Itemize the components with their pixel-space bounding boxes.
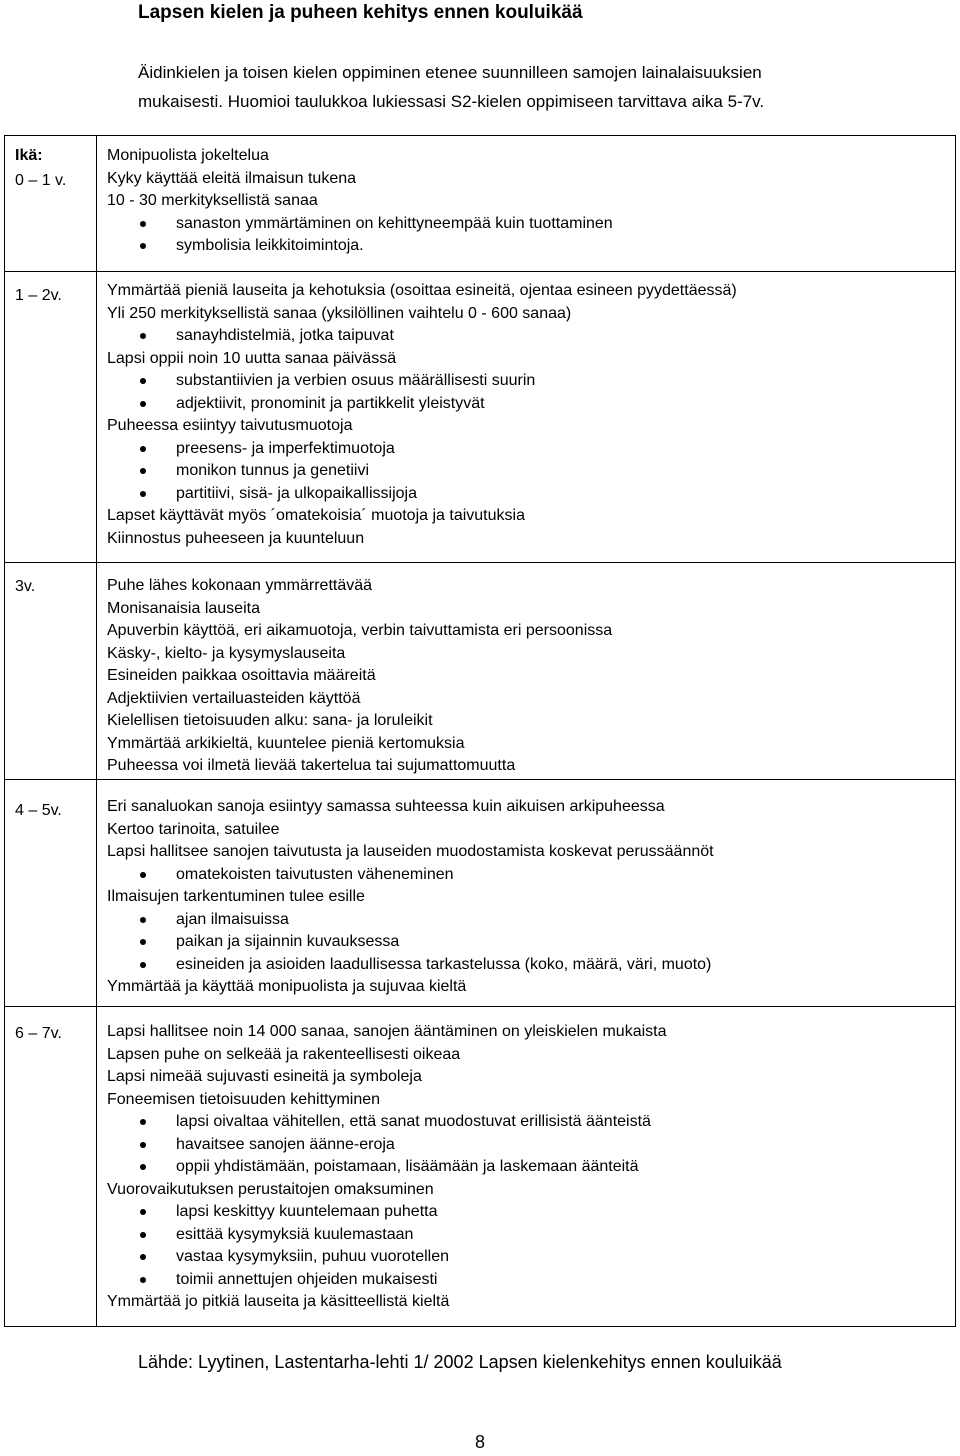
- milestone-line: Puheessa esiintyy taivutusmuotoja: [107, 417, 353, 434]
- milestone-line: Lapsi oppii noin 10 uutta sanaa päivässä: [107, 349, 397, 367]
- bullet-item: monikon tunnus ja genetiivi: [107, 460, 955, 483]
- age-label: 1 – 2v.: [15, 287, 62, 304]
- milestones-cell: [97, 136, 956, 272]
- milestone-line: Lapsi hallitsee noin 14 000 sanaa, sanojen ääntäminen on yleiskielen mukaista: [107, 1023, 667, 1040]
- milestone-line: Lapsi hallitsee sanojen taivutusta ja lauseiden muodostamista koskevat perussäännöt: [107, 843, 714, 860]
- milestone-line: 10 - 30 merkityksellistä sanaa: [107, 192, 318, 209]
- milestone-line: Ymmärtää jo pitkiä lauseita ja käsitteellistä kieltä: [107, 1293, 450, 1310]
- age-row: [5, 563, 956, 780]
- bullet-item: esineiden ja asioiden laadullisessa tarkastelussa (koko, määrä, väri, muoto): [107, 954, 955, 977]
- milestone-line: Yli 250 merkityksellistä sanaa (yksilöllinen vaihtelu 0 - 600 sanaa): [107, 304, 572, 322]
- milestone-line: Eri sanaluokan sanoja esiintyy samassa suhteessa kuin aikuisen arkipuheessa: [107, 798, 665, 815]
- milestone-line: Foneemisen tietoisuuden kehittyminen: [107, 1090, 381, 1108]
- milestone-line: Ymmärtää ja käyttää monipuolista ja sujuvaa kieltä: [107, 978, 467, 995]
- intro-line: Äidinkielen ja toisen kielen oppiminen etenee suunnilleen samojen lainalaisuuksien: [138, 63, 762, 82]
- intro-line: mukaisesti. Huomioi taulukkoa lukiessasi S2-kielen oppimiseen tarvittava aika 5-7v.: [138, 92, 765, 111]
- milestone-line: Vuorovaikutuksen perustaitojen omaksuminen: [107, 1180, 434, 1198]
- age-cell: [5, 136, 97, 272]
- milestone-line: Käsky-, kielto- ja kysymyslauseita: [107, 644, 346, 662]
- milestone-line: Kiinnostus puheeseen ja kuunteluun: [107, 529, 365, 547]
- age-cell: [5, 1007, 97, 1327]
- age-label: 4 – 5v.: [15, 802, 62, 819]
- milestones-cell: [97, 780, 956, 1007]
- age-row: [5, 1007, 956, 1327]
- bullet-item: symbolisia leikkitoimintoja.: [107, 235, 955, 258]
- bullet-item: substantiivien ja verbien osuus määrällisesti suurin: [107, 370, 955, 393]
- bullet-item: lapsi keskittyy kuuntelemaan puhetta: [107, 1201, 955, 1224]
- milestone-line: Puheessa voi ilmetä lievää takertelua tai sujumattomuutta: [107, 757, 516, 774]
- language-development-table: [4, 135, 956, 1327]
- bullet-item: sanaston ymmärtäminen on kehittyneempää kuin tuottaminen: [107, 213, 955, 236]
- milestone-line: Puhe lähes kokonaan ymmärrettävää: [107, 577, 373, 594]
- milestone-line: Ymmärtää arkikieltä, kuuntelee pieniä kertomuksia: [107, 734, 465, 752]
- age-label: 6 – 7v.: [15, 1025, 62, 1042]
- milestone-line: Kyky käyttää eleitä ilmaisun tukena: [107, 169, 357, 187]
- milestones-cell: [97, 563, 956, 780]
- bullet-item: vastaa kysymyksiin, puhuu vuorotellen: [107, 1246, 955, 1269]
- page-number: 8: [474, 1432, 485, 1452]
- age-cell: [5, 563, 97, 780]
- bullet-item: esittää kysymyksiä kuulemastaan: [107, 1224, 955, 1247]
- milestones-cell: [97, 272, 956, 563]
- bullet-item: ajan ilmaisuissa: [107, 909, 955, 932]
- milestone-line: Apuverbin käyttöä, eri aikamuotoja, verbin taivuttamista eri persoonissa: [107, 622, 613, 639]
- bullet-item: omatekoisten taivutusten väheneminen: [107, 864, 955, 887]
- bullet-item: havaitsee sanojen äänne-eroja: [107, 1134, 955, 1157]
- age-cell: [5, 780, 97, 1007]
- milestone-line: Lapset käyttävät myös ´omatekoisia´ muotoja ja taivutuksia: [107, 507, 525, 524]
- bullet-item: lapsi oivaltaa vähitellen, että sanat muodostuvat erillisistä äänteistä: [107, 1111, 955, 1134]
- milestone-line: Ilmaisujen tarkentuminen tulee esille: [107, 888, 365, 905]
- bullet-item: adjektiivit, pronominit ja partikkelit yleistyvät: [107, 393, 955, 416]
- milestone-line: Kertoo tarinoita, satuilee: [107, 820, 280, 838]
- age-row: [5, 272, 956, 563]
- bullet-item: preesens- ja imperfektimuotoja: [107, 438, 955, 461]
- age-column-header: Ikä:: [15, 147, 43, 164]
- bullet-item: toimii annettujen ohjeiden mukaisesti: [107, 1269, 955, 1292]
- milestone-line: Monipuolista jokeltelua: [107, 147, 269, 164]
- milestones-cell: [97, 1007, 956, 1327]
- source-citation: Lähde: Lyytinen, Lastentarha-lehti 1/ 2002 Lapsen kielenkehitys ennen kouluikää: [138, 1352, 782, 1372]
- age-row: [5, 136, 956, 272]
- intro-paragraph: [138, 58, 938, 116]
- age-cell: [5, 272, 97, 563]
- milestone-line: Lapsi nimeää sujuvasti esineitä ja symboleja: [107, 1068, 422, 1085]
- age-label: 3v.: [15, 578, 36, 595]
- milestone-line: Lapsen puhe on selkeää ja rakenteellisesti oikeaa: [107, 1045, 461, 1063]
- document-title: Lapsen kielen ja puheen kehitys ennen kouluikää: [138, 2, 583, 23]
- bullet-item: oppii yhdistämään, poistamaan, lisäämään ja laskemaan äänteitä: [107, 1156, 955, 1179]
- milestone-line: Monisanaisia lauseita: [107, 599, 260, 617]
- milestone-line: Ymmärtää pieniä lauseita ja kehotuksia (osoittaa esineitä, ojentaa esineen pyydettäessä): [107, 282, 737, 299]
- bullet-item: sanayhdistelmiä, jotka taipuvat: [107, 325, 955, 348]
- bullet-item: paikan ja sijainnin kuvauksessa: [107, 931, 955, 954]
- milestone-line: Esineiden paikkaa osoittavia määreitä: [107, 667, 376, 684]
- milestone-line: Adjektiivien vertailuasteiden käyttöä: [107, 689, 361, 707]
- age-row: [5, 780, 956, 1007]
- bullet-item: partitiivi, sisä- ja ulkopaikallissijoja: [107, 483, 955, 506]
- milestone-line: Kielellisen tietoisuuden alku: sana- ja loruleikit: [107, 712, 433, 729]
- age-label: 0 – 1 v.: [15, 171, 67, 189]
